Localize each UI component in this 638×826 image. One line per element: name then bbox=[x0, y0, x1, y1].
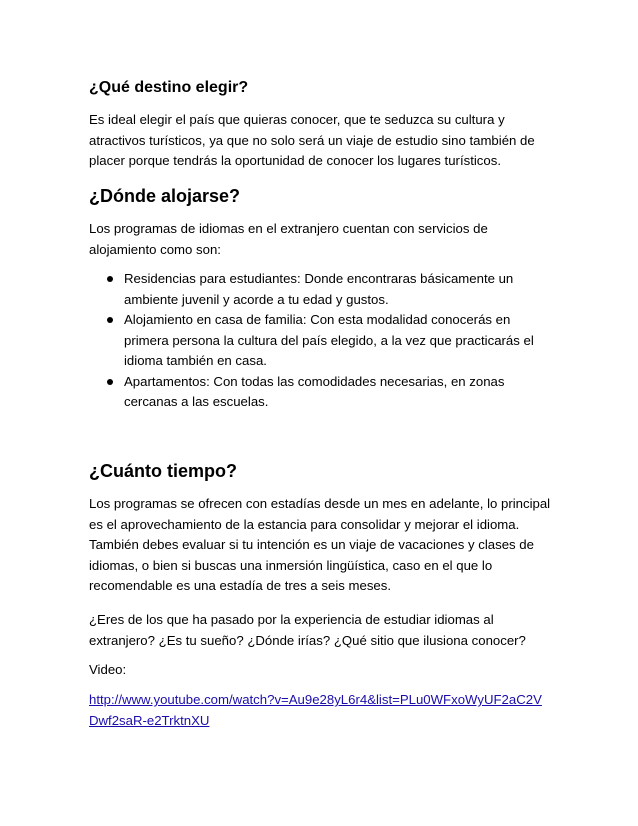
paragraph-question: ¿Eres de los que ha pasado por la experiencia de estudiar idiomas al extranjero? ¿Es tu sueño? ¿Dónde irías? ¿Qué sitio que ilusiona conocer? bbox=[89, 612, 526, 648]
video-link-paragraph bbox=[89, 690, 551, 731]
list-item bbox=[89, 269, 551, 310]
list-item-text: Residencias para estudiantes: Donde encontraras básicamente un ambiente juvenil y acorde a tu edad y gustos. bbox=[124, 271, 514, 307]
heading-destino: ¿Qué destino elegir? bbox=[89, 79, 249, 96]
paragraph-tiempo: Los programas se ofrecen con estadías desde un mes en adelante, lo principal es el aprovechamiento de la estancia para consolidar y mejorar el idioma. También debes evaluar si tu intención es un viaje de vacaciones y clases de idiomas, o bien si buscas una inmersión lingüística, caso en el que lo recomendable es una estadía de tres a seis meses. bbox=[89, 496, 551, 593]
video-link[interactable]: http://www.youtube.com/watch?v=Au9e28yL6r4&list=PLu0WFxoWyUF2aC2VDwf2saR-e2TrktnXU bbox=[89, 692, 542, 728]
heading-alojarse: ¿Dónde alojarse? bbox=[89, 186, 241, 206]
list-item-text: Apartamentos: Con todas las comodidades necesarias, en zonas cercanas a las escuelas. bbox=[124, 373, 505, 409]
bullet-icon bbox=[107, 379, 113, 385]
list-item bbox=[89, 310, 551, 372]
bullet-icon bbox=[107, 276, 113, 282]
accommodation-list bbox=[89, 269, 551, 413]
bullet-icon bbox=[107, 317, 113, 323]
paragraph-destino: Es ideal elegir el país que quieras conocer, que te seduzca su cultura y atractivos turísticos, ya que no solo será un viaje de estudio sino también de placer porque tendrás la oportunidad de conocer los lugares turísticos. bbox=[89, 112, 535, 168]
list-item bbox=[89, 372, 551, 413]
video-label: Video: bbox=[89, 662, 127, 677]
paragraph-alojarse: Los programas de idiomas en el extranjero cuentan con servicios de alojamiento como son: bbox=[89, 221, 488, 257]
list-item-text: Alojamiento en casa de familia: Con esta modalidad conocerás en primera persona la cultura del país elegido, a la vez que practicarás el idioma también en casa. bbox=[124, 312, 534, 368]
heading-tiempo: ¿Cuánto tiempo? bbox=[89, 461, 237, 481]
